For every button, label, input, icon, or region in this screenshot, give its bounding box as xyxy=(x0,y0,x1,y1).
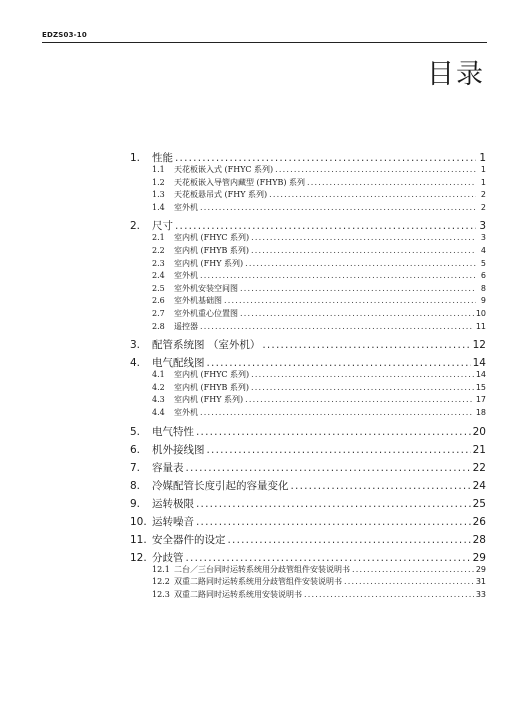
toc-entry[interactable] xyxy=(130,496,486,510)
toc-subentry[interactable] xyxy=(130,283,486,296)
toc-page-number: 26 xyxy=(472,515,486,528)
toc-page-number: 25 xyxy=(472,497,486,510)
toc-number: 12.3 xyxy=(152,589,170,599)
toc-subentry[interactable] xyxy=(130,245,486,258)
toc-label: 室外机 xyxy=(174,202,198,212)
table-of-contents xyxy=(130,146,486,601)
toc-section xyxy=(130,442,486,456)
toc-page-number: 1 xyxy=(480,177,486,187)
toc-page-number: 15 xyxy=(475,382,486,392)
toc-label: 室内机 (FHY 系列) xyxy=(174,258,244,268)
toc-page-number: 18 xyxy=(475,407,486,417)
toc-subentry[interactable] xyxy=(130,369,486,382)
toc-label: 天花板嵌入式 (FHYC 系列) xyxy=(174,165,274,174)
toc-label: 安全器件的设定 xyxy=(152,533,226,546)
toc-subentry[interactable] xyxy=(130,189,486,202)
toc-page-number: 21 xyxy=(472,443,486,456)
toc-subentry[interactable] xyxy=(130,258,486,271)
toc-subentry[interactable] xyxy=(130,589,486,602)
toc-number: 12.1 xyxy=(152,564,170,574)
toc-leader xyxy=(262,339,470,351)
toc-page-number: 8 xyxy=(480,283,486,293)
toc-page-number: 9 xyxy=(480,296,486,306)
toc-leader xyxy=(200,271,476,280)
toc-page-number: 10 xyxy=(475,308,486,318)
toc-leader xyxy=(200,203,476,212)
toc-leader xyxy=(269,190,476,199)
toc-leader xyxy=(307,178,476,187)
toc-section xyxy=(130,337,486,351)
toc-number: 7. xyxy=(130,461,141,474)
toc-number: 2.7 xyxy=(152,308,165,318)
toc-section xyxy=(130,496,486,510)
toc-label: 冷媒配管长度引起的容量变化 xyxy=(152,479,289,492)
doc-code: EDZS03-10 xyxy=(42,31,87,39)
toc-number: 2.4 xyxy=(152,271,165,281)
toc-number: 11. xyxy=(130,533,147,546)
toc-label: 室内机 (FHYC 系列) xyxy=(174,233,250,243)
toc-number: 1.2 xyxy=(152,177,165,187)
toc-label: 室内机 (FHY 系列) xyxy=(174,395,244,405)
toc-page-number: 11 xyxy=(475,321,486,331)
toc-leader xyxy=(196,516,471,528)
toc-section xyxy=(130,424,486,438)
toc-number: 4.4 xyxy=(152,407,165,417)
toc-section xyxy=(130,478,486,492)
toc-number: 10. xyxy=(130,515,147,528)
toc-section xyxy=(130,460,486,474)
toc-leader xyxy=(251,246,476,255)
toc-number: 6. xyxy=(130,443,141,456)
toc-leader xyxy=(251,383,474,392)
toc-label: 室外机重心位置图 xyxy=(174,308,238,318)
toc-page-number: 6 xyxy=(480,271,486,281)
toc-label: 机外接线图 xyxy=(152,443,205,456)
toc-label: 遥控器 xyxy=(174,321,198,331)
toc-page-number: 14 xyxy=(475,370,486,380)
toc-section xyxy=(130,355,486,419)
toc-subentry[interactable] xyxy=(130,564,486,577)
toc-leader xyxy=(251,370,474,379)
toc-page-number: 12 xyxy=(472,339,486,352)
toc-subentry[interactable] xyxy=(130,232,486,245)
toc-leader xyxy=(275,165,476,174)
toc-page-number: 1 xyxy=(480,165,486,174)
toc-number: 12. xyxy=(130,551,147,564)
toc-entry[interactable] xyxy=(130,478,486,492)
toc-leader xyxy=(200,322,474,331)
toc-label: 天花板悬吊式 (FHY 系列) xyxy=(174,190,268,200)
toc-leader xyxy=(228,534,471,546)
toc-number: 1. xyxy=(130,152,141,164)
toc-number: 2.1 xyxy=(152,233,165,243)
toc-leader xyxy=(175,152,476,164)
toc-number: 3. xyxy=(130,339,141,352)
toc-number: 12.2 xyxy=(152,577,170,587)
toc-number: 2.8 xyxy=(152,321,165,331)
toc-entry[interactable] xyxy=(130,355,486,369)
toc-page-number: 1 xyxy=(479,152,486,164)
toc-label: 二台／三台同时运转系统用分歧管组件安装说明书 xyxy=(174,564,350,574)
toc-label: 室外机 xyxy=(174,407,198,417)
toc-label: 分歧管 xyxy=(152,551,184,564)
toc-section xyxy=(130,550,486,602)
toc-subentry[interactable] xyxy=(130,177,486,190)
toc-page-number: 22 xyxy=(472,461,486,474)
toc-entry[interactable] xyxy=(130,460,486,474)
toc-entry[interactable] xyxy=(130,150,486,164)
toc-entry[interactable] xyxy=(130,442,486,456)
toc-label: 性能 xyxy=(152,152,173,164)
toc-entry[interactable] xyxy=(130,424,486,438)
toc-number: 1.3 xyxy=(152,190,165,200)
toc-page-number: 3 xyxy=(480,233,486,243)
toc-subentry[interactable] xyxy=(130,270,486,283)
toc-number: 4. xyxy=(130,357,141,370)
toc-label: 尺寸 xyxy=(152,220,173,233)
toc-number: 5. xyxy=(130,425,141,438)
toc-leader xyxy=(200,408,474,417)
toc-number: 1.4 xyxy=(152,202,165,212)
toc-page-number: 29 xyxy=(472,551,486,564)
toc-label: 运转噪音 xyxy=(152,515,194,528)
toc-leader xyxy=(196,498,471,510)
toc-section xyxy=(130,514,486,528)
toc-entry[interactable] xyxy=(130,532,486,546)
toc-leader xyxy=(240,284,476,293)
toc-number: 1.1 xyxy=(152,165,165,174)
toc-label: 室内机 (FHYC 系列) xyxy=(174,370,250,380)
toc-number: 4.3 xyxy=(152,395,165,405)
toc-subentry[interactable] xyxy=(130,407,486,420)
toc-subentry[interactable] xyxy=(130,394,486,407)
toc-leader xyxy=(240,309,474,318)
toc-label: 电气配线图 xyxy=(152,357,205,370)
toc-page-number: 14 xyxy=(472,357,486,370)
toc-label: 天花板嵌入导管内藏型 (FHYB) 系列 xyxy=(174,177,306,187)
toc-leader xyxy=(344,577,474,586)
toc-leader xyxy=(352,565,474,574)
toc-leader xyxy=(186,462,471,474)
toc-leader xyxy=(186,552,471,564)
toc-page-number: 31 xyxy=(475,577,486,587)
toc-label: 双重二路同时运转系统用安装说明书 xyxy=(174,589,302,599)
toc-number: 2.6 xyxy=(152,296,165,306)
header-rule xyxy=(42,42,487,43)
toc-subentry[interactable] xyxy=(130,308,486,321)
toc-number: 4.2 xyxy=(152,382,165,392)
toc-page-number: 4 xyxy=(480,245,486,255)
toc-label: 容量表 xyxy=(152,461,184,474)
toc-number: 8. xyxy=(130,479,141,492)
toc-label: 运转极限 xyxy=(152,497,194,510)
toc-label: 室内机 (FHYB 系列) xyxy=(174,382,250,392)
toc-subentry[interactable] xyxy=(130,202,486,215)
toc-page-number: 17 xyxy=(475,395,486,405)
toc-label: 室外机安装空间图 xyxy=(174,283,238,293)
toc-leader xyxy=(251,233,476,242)
toc-section xyxy=(130,532,486,546)
toc-label: 双重二路同时运转系统用分歧管组件安装说明书 xyxy=(174,577,342,587)
toc-number: 2.3 xyxy=(152,258,165,268)
toc-label: 电气特性 xyxy=(152,425,194,438)
toc-entry[interactable] xyxy=(130,514,486,528)
toc-subentry[interactable] xyxy=(130,382,486,395)
toc-section xyxy=(130,218,486,333)
toc-number: 2. xyxy=(130,220,141,233)
toc-leader xyxy=(207,357,471,369)
toc-page-number: 20 xyxy=(472,425,486,438)
toc-leader xyxy=(224,296,476,305)
toc-label: 室外机基础图 xyxy=(174,296,222,306)
toc-subentry[interactable] xyxy=(130,295,486,308)
toc-label: 配管系统图 （室外机） xyxy=(152,339,261,352)
toc-entry[interactable] xyxy=(130,550,486,564)
toc-subentry[interactable] xyxy=(130,321,486,334)
toc-label: 室内机 (FHYB 系列) xyxy=(174,245,250,255)
toc-entry[interactable] xyxy=(130,337,486,351)
toc-section xyxy=(130,150,486,214)
toc-page-number: 2 xyxy=(480,202,486,212)
toc-leader xyxy=(196,426,471,438)
toc-leader xyxy=(304,590,474,599)
toc-leader xyxy=(207,444,471,456)
toc-page-number: 5 xyxy=(480,258,486,268)
toc-leader xyxy=(291,480,471,492)
toc-number: 9. xyxy=(130,497,141,510)
toc-label: 室外机 xyxy=(174,271,198,281)
toc-page-number: 2 xyxy=(480,190,486,200)
toc-page-number: 29 xyxy=(475,564,486,574)
toc-page-number: 24 xyxy=(472,479,486,492)
toc-number: 2.2 xyxy=(152,245,165,255)
toc-page-number: 33 xyxy=(475,589,486,599)
toc-leader xyxy=(245,259,476,268)
toc-subentry[interactable] xyxy=(130,576,486,589)
toc-subentry[interactable] xyxy=(130,164,486,177)
toc-page-number: 3 xyxy=(479,220,486,233)
toc-number: 4.1 xyxy=(152,370,165,380)
toc-leader xyxy=(245,395,474,404)
toc-number: 2.5 xyxy=(152,283,165,293)
page-title: 目录 xyxy=(427,59,485,90)
toc-page-number: 28 xyxy=(472,533,486,546)
toc-leader xyxy=(175,220,476,232)
toc-entry[interactable] xyxy=(130,218,486,232)
